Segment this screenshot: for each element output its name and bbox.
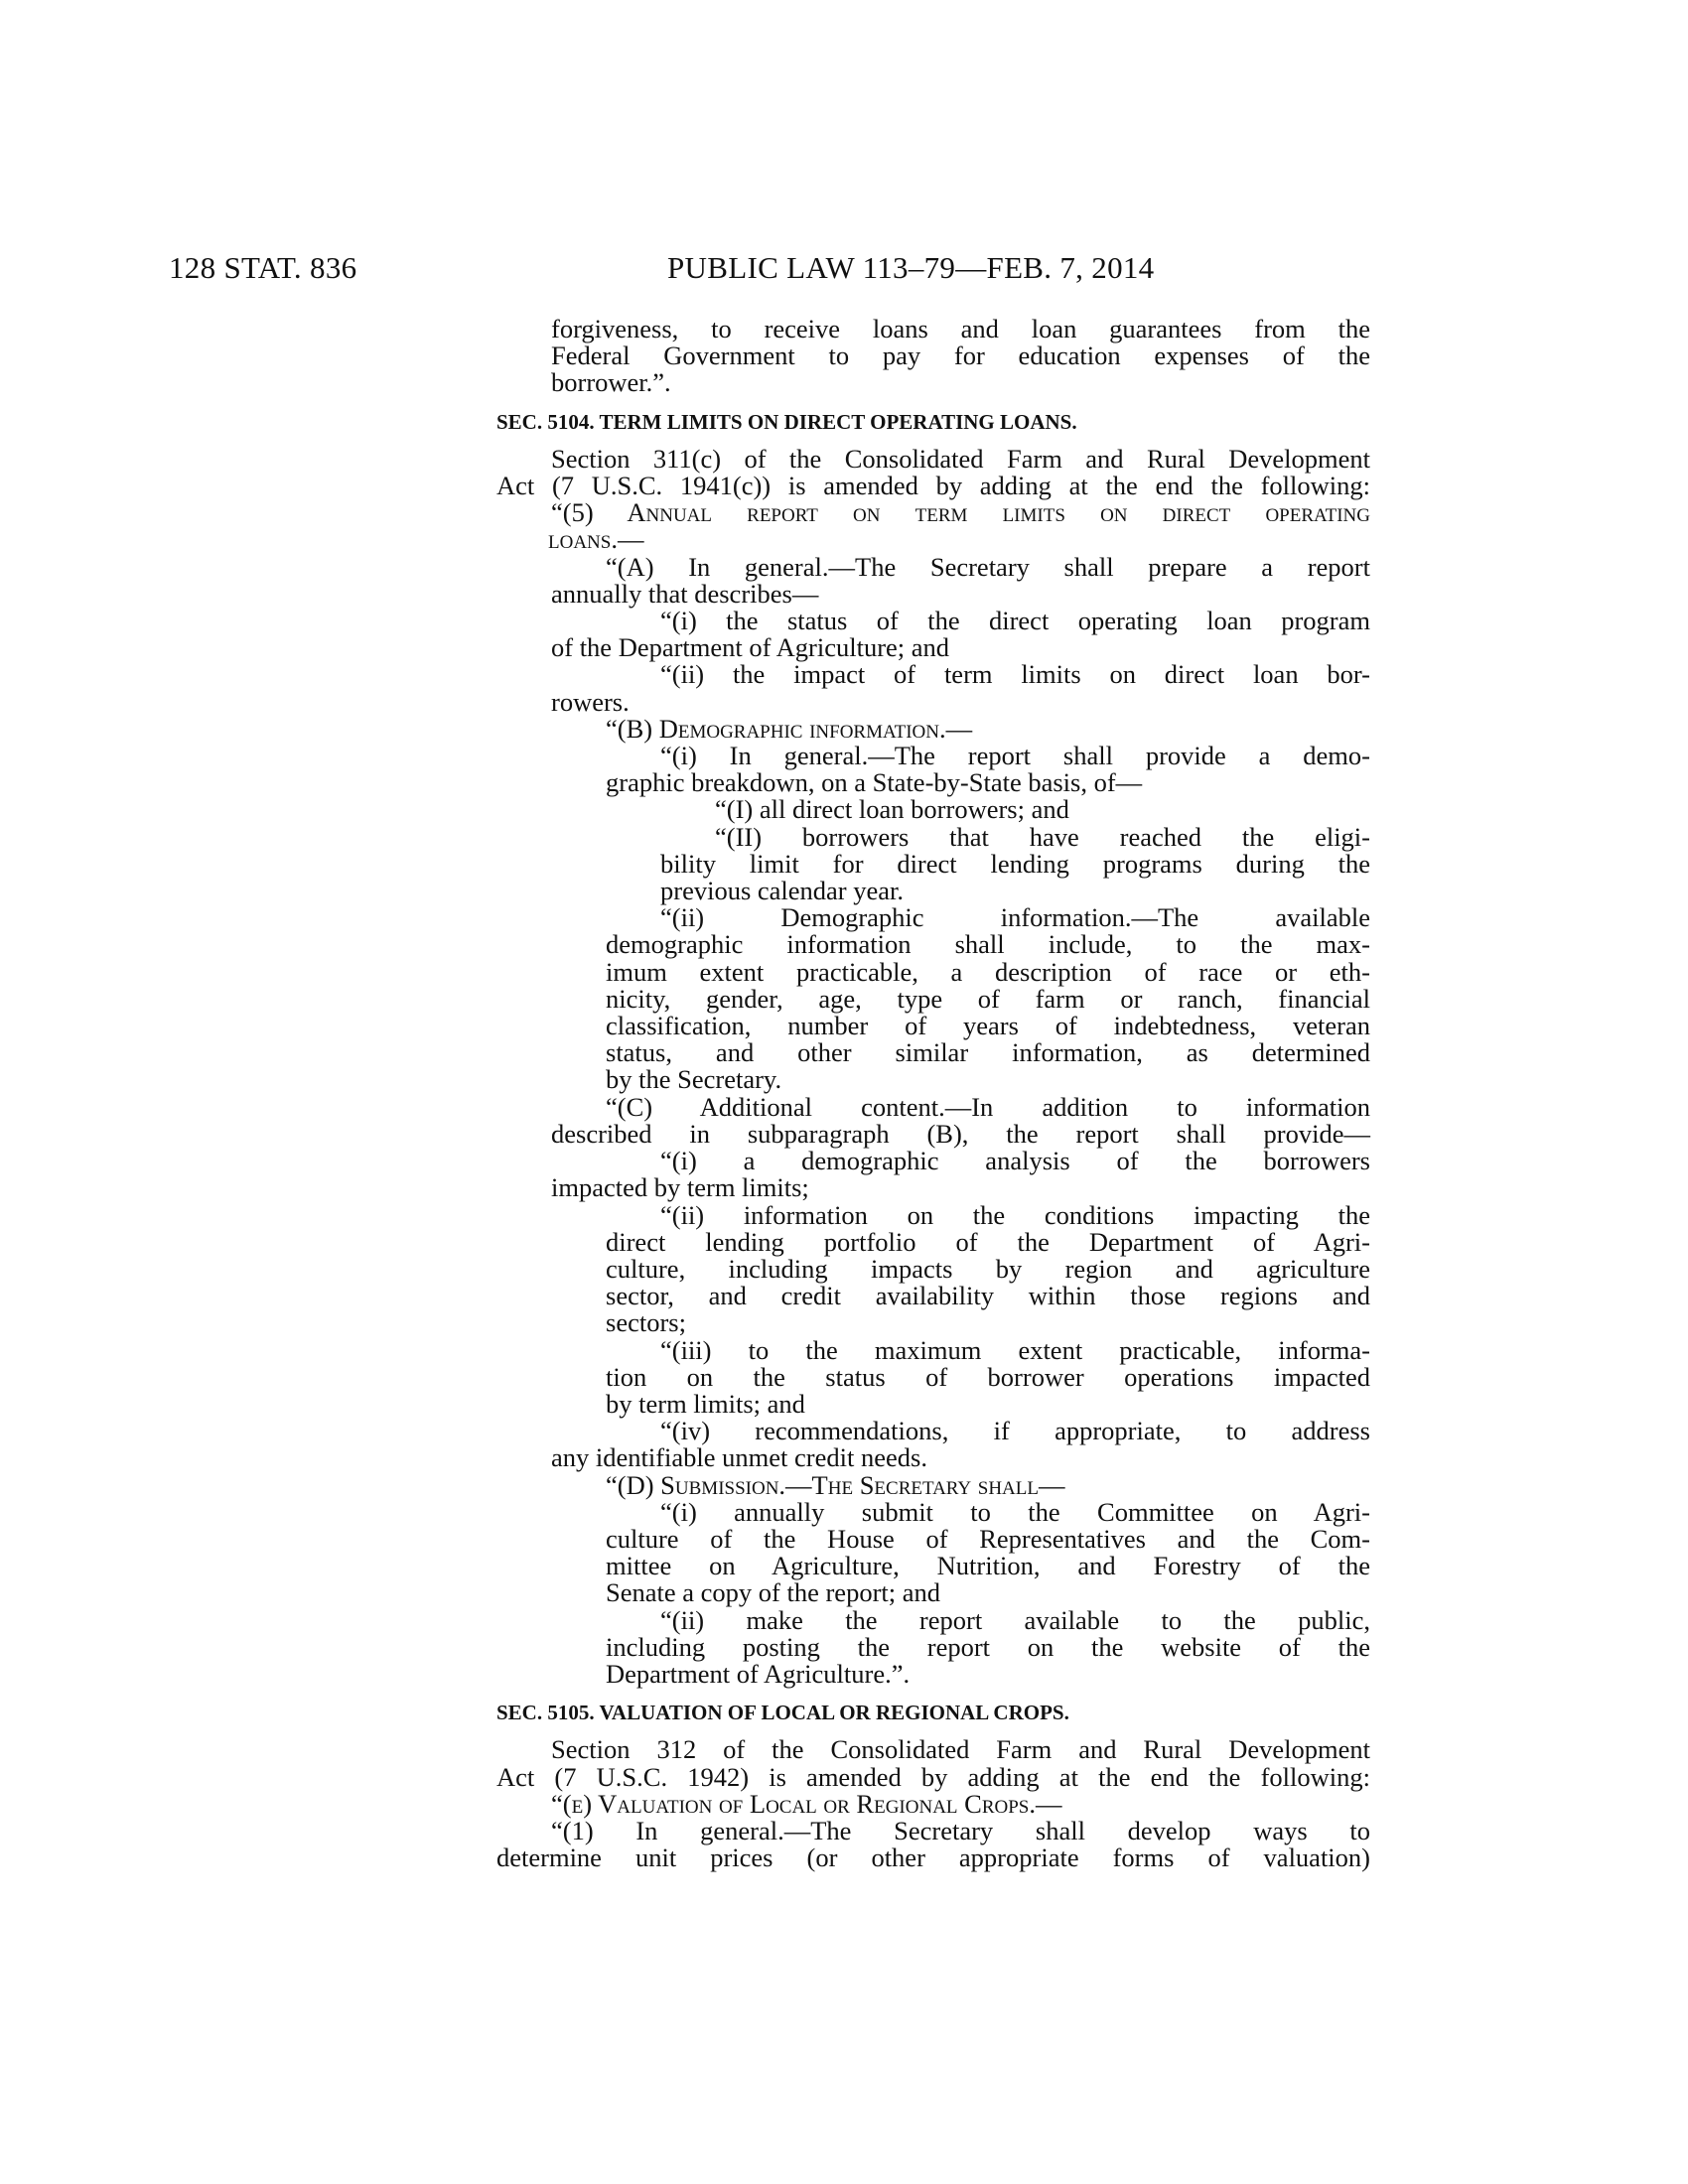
text-line: culture of the House of Representatives and the Com- [606, 1523, 1370, 1554]
text-line: “(II) borrowers that have reached the eligi- [715, 821, 1370, 852]
text-line: forgiveness, to receive loans and loan guarantees from the [551, 314, 1370, 343]
text-line: “(B) Demographic information.— [606, 713, 973, 744]
text-line: Department of Agriculture.”. [606, 1658, 911, 1689]
document-body [496, 316, 1370, 1871]
text-line: mittee on Agriculture, Nutrition, and Forestry of the [606, 1551, 1370, 1581]
text-line: by the Secretary. [606, 1064, 782, 1095]
public-law-header: PUBLIC LAW 113–79—FEB. 7, 2014 [667, 250, 1155, 285]
text-line: sector, and credit availability within those regions and [606, 1281, 1370, 1311]
text-line: Senate a copy of the report; and [606, 1577, 941, 1608]
text-line: “(iv) recommendations, if appropriate, to address [660, 1416, 1370, 1446]
text-line: “(i) annually submit to the Committee on Agri- [660, 1496, 1370, 1527]
text-line: “(ii) Demographic information.—The available [660, 902, 1370, 933]
text-line: “(1) In general.—The Secretary shall develop ways to [551, 1815, 1370, 1845]
text-line: “(ii) the impact of term limits on direct loan bor- [660, 659, 1370, 690]
text-line: nicity, gender, age, type of farm or ranch, financial [606, 983, 1370, 1014]
text-line: “(ii) make the report available to the public, [660, 1604, 1370, 1635]
text-line: including posting the report on the website of the [606, 1631, 1370, 1662]
text-line: “(i) In general.—The report shall provide a demo- [660, 741, 1370, 771]
text-line: “(ii) information on the conditions impacting the [660, 1199, 1370, 1230]
text-line: “(D) Submission.—The Secretary shall— [606, 1469, 1065, 1500]
text-line: “(i) the status of the direct operating loan program [660, 606, 1370, 636]
text-line: Act (7 U.S.C. 1942) is amended by adding at the end the following: [496, 1761, 1370, 1792]
text-line: sectors; [606, 1307, 686, 1338]
text-line: annually that describes— [551, 578, 819, 609]
text-line: described in subparagraph (B), the report shall provide— [551, 1118, 1370, 1149]
statute-page-reference: 128 STAT. 836 [169, 250, 357, 285]
section-heading: SEC. 5104. TERM LIMITS ON DIRECT OPERATING LOANS. [496, 409, 1077, 434]
text-line: graphic breakdown, on a State-by-State basis, of— [606, 767, 1143, 798]
text-line: of the Department of Agriculture; and [551, 632, 950, 663]
text-line: borrower.”. [551, 367, 671, 398]
text-line: by term limits; and [606, 1388, 805, 1419]
text-line: bility limit for direct lending programs during the [660, 848, 1370, 879]
text-line: direct lending portfolio of the Department of Agri- [606, 1226, 1370, 1257]
text-line: Act (7 U.S.C. 1941(c)) is amended by adding at the end the following: [496, 471, 1370, 501]
text-line: tion on the status of borrower operations impacted [606, 1361, 1370, 1392]
text-line: impacted by term limits; [551, 1172, 809, 1203]
text-line: “(C) Additional content.—In addition to information [606, 1091, 1370, 1122]
text-line: classification, number of years of indebtedness, veteran [606, 1011, 1370, 1041]
section-heading: SEC. 5105. VALUATION OF LOCAL OR REGIONAL CROPS. [496, 1701, 1069, 1725]
text-line: “(i) a demographic analysis of the borrowers [660, 1146, 1370, 1176]
text-line: determine unit prices (or other appropriate forms of valuation) [496, 1843, 1370, 1873]
text-line: any identifiable unmet credit needs. [551, 1442, 927, 1473]
text-line: status, and other similar information, as determined [606, 1037, 1370, 1068]
text-line: “(e) Valuation of Local or Regional Crops.— [551, 1788, 1062, 1819]
text-line: Section 311(c) of the Consolidated Farm and Rural Development [551, 443, 1370, 474]
text-line: imum extent practicable, a description of race or eth- [606, 956, 1370, 987]
text-line: loans.— [548, 524, 644, 555]
text-line: Federal Government to pay for education expenses of the [551, 341, 1370, 371]
text-line: “(A) In general.—The Secretary shall prepare a report [606, 551, 1370, 582]
text-line: “(5) Annual report on term limits on direct operating [551, 497, 1370, 528]
text-line: culture, including impacts by region and agriculture [606, 1253, 1370, 1284]
text-line: Section 312 of the Consolidated Farm and Rural Development [551, 1734, 1370, 1765]
text-line: rowers. [551, 686, 630, 717]
text-line: previous calendar year. [660, 876, 905, 906]
text-line: demographic information shall include, to the max- [606, 929, 1370, 960]
text-line: “(I) all direct loan borrowers; and [715, 794, 1069, 825]
text-line: “(iii) to the maximum extent practicable, informa- [660, 1334, 1370, 1365]
